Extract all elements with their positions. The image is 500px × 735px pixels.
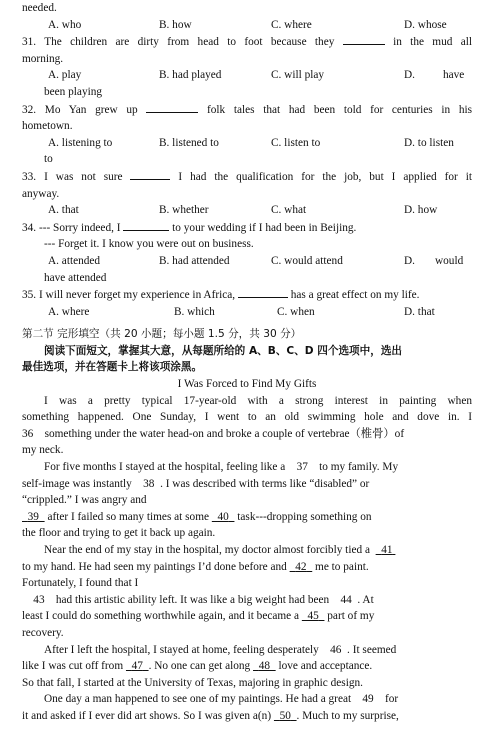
option-a: A. attended	[48, 254, 101, 267]
option-c: C. where	[271, 18, 312, 31]
passage-line: my neck.	[22, 444, 64, 457]
option-a: A. that	[48, 204, 79, 217]
passage-line: So that fall, I started at the University of Texas, majoring in graphic design.	[22, 676, 363, 689]
passage-line: something happened. One Sunday, I went to an old swimming hole and dove in. I	[22, 411, 472, 424]
blank-42: 42	[295, 560, 307, 573]
option-c: C. what	[271, 204, 307, 217]
option-b: B. had attended	[159, 254, 230, 267]
option-d: D.	[404, 254, 415, 267]
blank-49: 49	[362, 693, 374, 706]
option-b: B. listened to	[159, 136, 219, 149]
passage-line: recovery.	[22, 626, 64, 639]
question-34	[22, 219, 472, 286]
question-stem-cont: --- Forget it. I know you were out on business.	[44, 238, 254, 251]
paragraph-5	[22, 691, 472, 724]
blank-47: 47	[131, 660, 143, 673]
option-a: A. who	[48, 18, 82, 31]
option-b: B. which	[174, 305, 215, 318]
blank-39: 39	[27, 510, 39, 523]
answer-blank	[123, 219, 169, 231]
blank-38: 38	[143, 477, 155, 490]
question-stem: 32. Mo Yan grew up folk tales that had been told for centuries in his	[22, 101, 472, 119]
passage-line: “crippled.” I was angry and	[22, 494, 147, 507]
question-35-options	[22, 304, 472, 321]
question-31-options	[22, 67, 472, 84]
passage-line: 43 had this artistic ability left. It was like a big weight had been 44 . At	[33, 593, 374, 606]
passage-line: it and asked if I ever did art shows. So I was given a(n) 50 . Much to my surprise,	[22, 709, 399, 722]
passage-line: Near the end of my stay in the hospital, my doctor almost forcibly tied a 41	[22, 542, 472, 559]
option-d-wrap: been playing	[44, 85, 103, 98]
option-d: D. whose	[404, 18, 447, 31]
blank-44: 44	[340, 593, 352, 606]
instructions: 阅读下面短文，掌握其大意，从每题所给的 A、B、C、D 四个选项中，选出	[44, 344, 403, 357]
instructions-cont: 最佳选项，并在答题卡上将该项涂黑。	[22, 361, 203, 374]
question-35	[22, 286, 472, 320]
passage-line: least I could do something worthwhile again, and it became a 45 part of my	[22, 610, 375, 623]
answer-blank	[130, 168, 170, 180]
option-b: B. had played	[159, 69, 222, 82]
passage-line: 36 something under the water head-on and broke a couple of vertebrae（椎骨）of	[22, 427, 405, 440]
question-33	[22, 168, 472, 219]
passage-line: to my hand. He had seen my paintings I’d done before and 42 me to paint.	[22, 560, 369, 573]
passage-line: the floor and trying to get it back up again.	[22, 527, 216, 540]
option-d-text: have	[443, 69, 465, 82]
question-30-fragment: needed.	[22, 2, 57, 14]
answer-blank	[343, 33, 385, 45]
paragraph-2	[22, 459, 472, 542]
question-stem-cont: anyway.	[22, 187, 60, 200]
paragraph-3	[22, 542, 472, 642]
passage-line: One day a man happened to see one of my paintings. He had a great 49 for	[44, 693, 399, 706]
passage-line: For five months I stayed at the hospital, feeling like a 37 to my family. My	[44, 461, 399, 474]
question-stem: 34. --- Sorry indeed, I to your wedding if I had been in Beijing.	[22, 219, 472, 237]
blank-43: 43	[33, 593, 45, 606]
question-stem: 33. I was not sure I had the qualification for the job, but I applied for it	[22, 168, 472, 186]
passage-line: After I left the hospital, I stayed at home, feeling desperately 46 . It seemed	[44, 643, 397, 656]
question-stem-cont: hometown.	[22, 120, 73, 133]
option-b: B. whether	[159, 204, 209, 217]
option-c: C. listen to	[271, 136, 321, 149]
passage-line: Fortunately, I found that I	[22, 577, 139, 590]
blank-36: 36	[22, 427, 34, 440]
blank-48: 48	[258, 660, 270, 673]
question-31	[22, 33, 472, 100]
option-d: D. to listen	[404, 136, 454, 149]
section-header: 第二节 完形填空（共 20 小题；每小题 1.5 分，共 30 分）	[22, 328, 302, 341]
option-d: D.	[404, 69, 415, 82]
option-d-wrap: have attended	[44, 271, 107, 284]
passage-title: I Was Forced to Find My Gifts	[177, 378, 317, 391]
question-stem-cont: morning.	[22, 52, 64, 65]
option-d: D. that	[404, 305, 435, 318]
option-a: A. listening to	[48, 136, 113, 149]
question-34-options	[22, 253, 472, 270]
option-d-text: would	[435, 254, 464, 267]
question-32	[22, 101, 472, 168]
blank-40: 40	[217, 510, 229, 523]
question-33-options	[22, 202, 472, 219]
question-32-options	[22, 135, 472, 152]
option-c: C. would attend	[271, 254, 343, 267]
option-b: B. how	[159, 18, 192, 31]
passage-line: 39 after I failed so many times at some 40 task---dropping something on	[22, 509, 472, 526]
answer-blank	[238, 286, 288, 298]
passage-line: like I was cut off from 47 . No one can get along 48 love and acceptance.	[22, 660, 373, 673]
blank-50: 50	[279, 709, 291, 722]
question-stem: 35. I will never forget my experience in Africa, has a great effect on my life.	[22, 286, 472, 304]
paragraph-4	[22, 642, 472, 692]
paragraph-1	[22, 393, 472, 459]
option-c: C. when	[277, 305, 315, 318]
passage-line: I was a pretty typical 17-year-old with a strong interest in painting when	[44, 394, 472, 407]
blank-46: 46	[330, 643, 342, 656]
blank-45: 45	[307, 610, 319, 623]
question-30-options	[22, 17, 472, 34]
blank-41: 41	[381, 544, 393, 556]
question-stem: 31. The children are dirty from head to foot because they in the mud all	[22, 33, 472, 51]
option-c: C. will play	[271, 69, 325, 82]
option-a: A. play	[48, 69, 82, 82]
option-d-wrap: to	[44, 153, 53, 166]
answer-blank	[146, 101, 198, 113]
option-d: D. how	[404, 204, 438, 217]
passage-line: self-image was instantly 38 . I was described with terms like “disabled” or	[22, 477, 370, 490]
blank-37: 37	[296, 461, 308, 474]
option-a: A. where	[48, 305, 90, 318]
